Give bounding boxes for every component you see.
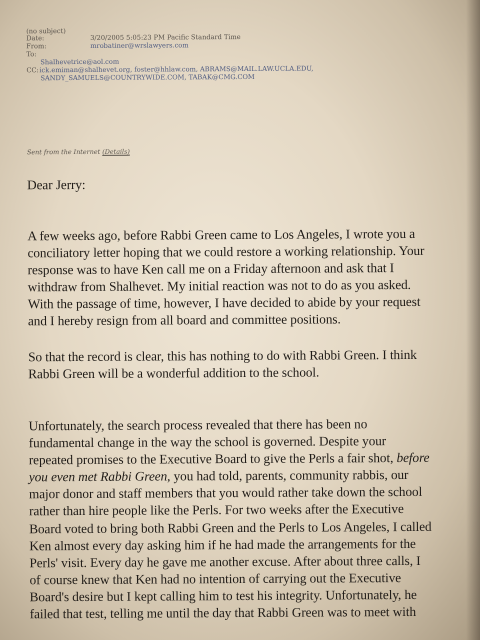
cc-label: CC:	[26, 66, 39, 75]
paragraph-1	[27, 225, 424, 330]
paragraph-3	[29, 415, 433, 623]
letter-page	[6, 0, 480, 640]
p3-line: failed that test, telling me until the day that Rabbi Green was to meet with	[29, 603, 417, 622]
p3-italic-text: you even met Rabbi Green	[28, 468, 168, 485]
to-label: To:	[26, 50, 37, 59]
p3-line: Board's desire but I kept calling him to test his integrity. Unfortunately, he	[29, 586, 417, 605]
p3-italic-text: before	[396, 450, 430, 466]
p1-line: and I hereby resign from all board and committee positions.	[27, 311, 341, 329]
p3-line: fundamental change in the way the school is governed. Despite your	[28, 433, 387, 451]
p3-line-text: , you had told, parents, community rabbis, our	[167, 467, 409, 484]
p2-line: So that the record is clear, this has nothing to do with Rabbi Green. I think	[28, 346, 417, 365]
p3-line-text: repeated promises to the Executive Board to give the Perls a fair shot,	[28, 450, 397, 468]
p2-line: Rabbi Green will be a wonderful addition to the school.	[28, 364, 320, 382]
p3-line: Perls' visit. Every day he gave me another excuse. After about three calls, I	[29, 552, 421, 571]
p3-line: major donor and staff members that you would rather take down the school	[28, 484, 423, 502]
from-value: mrobatiner@wrslawyers.com	[90, 41, 189, 50]
subject-text: (no subject)	[26, 27, 66, 36]
p3-line: Unfortunately, the search process revealed that there has been no	[28, 416, 368, 434]
p1-line: With the passage of time, however, I have decided to abide by your request	[27, 294, 421, 312]
p1-line: conciliatory letter hoping that we could restore a working relationship. Your	[27, 242, 425, 261]
date-label: Date:	[26, 34, 45, 43]
p1-line: A few weeks ago, before Rabbi Green came to Los Angeles, I wrote you a	[27, 225, 416, 244]
p3-line: Board voted to bring both Rabbi Green and the Perls to Los Angeles, I called	[29, 518, 432, 536]
date-value: 3/20/2005 5:05:23 PM Pacific Standard Time	[90, 33, 241, 42]
p3-line: Ken almost every day asking him if he had made the arrangements for the	[29, 535, 416, 553]
cc-line-1: ick.emiman@shalhevet.org, foster@hhlaw.com, ABRAMS@MAIL.LAW.UCLA.EDU,	[39, 64, 314, 75]
cc-line-2: SANDY_SAMUELS@COUNTRYWIDE.COM, TABAK@CMG.COM	[40, 72, 255, 83]
sent-from-note	[27, 148, 130, 157]
paragraph-2	[28, 346, 417, 383]
page-edge-shadow	[466, 0, 480, 640]
p1-line: withdraw from Shalhevet. My initial reaction was not to do as you asked.	[27, 277, 411, 295]
from-label: From:	[26, 42, 47, 51]
p1-line: response was to have Ken call me on a Friday afternoon and ask that I	[27, 260, 395, 278]
to-value: Shalhevetrice@aol.com	[40, 57, 120, 67]
salutation	[27, 176, 86, 193]
salutation-text: Dear Jerry:	[27, 176, 86, 193]
p3-line: of course knew that Ken had no intention of carrying out the Executive	[29, 569, 402, 588]
details-link: (Details)	[102, 147, 130, 156]
p3-line: rather than hire people like the Perls. For two weeks after the Executive	[29, 501, 404, 519]
sent-from-text: Sent from the Internet	[26, 147, 101, 157]
